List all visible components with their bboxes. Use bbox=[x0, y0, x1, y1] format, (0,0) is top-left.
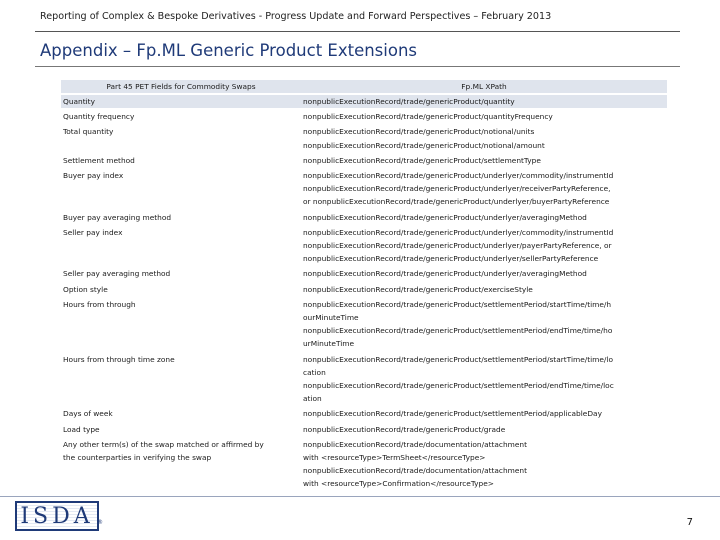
pet-field-cell: Seller pay averaging method bbox=[61, 266, 301, 281]
footer-divider bbox=[0, 496, 720, 497]
table-row bbox=[61, 282, 667, 297]
pet-field-cell: Any other term(s) of the swap matched or affirmed by the counterparties in verifying the swap bbox=[61, 437, 301, 492]
pet-field-cell: Days of week bbox=[61, 406, 301, 421]
pet-field-cell: Hours from through bbox=[61, 297, 301, 352]
xpath-cell: nonpublicExecutionRecord/trade/genericProduct/underlyer/commodity/instrumentId nonpublicExecutionRecord/trade/genericProduct/underlyer/payerPartyReference, or nonpublicExecutionRecord/trade/genericProduct/underlyer/sellerPartyReference bbox=[301, 225, 667, 267]
table-row bbox=[61, 352, 667, 407]
table-row bbox=[61, 225, 667, 267]
table-row bbox=[61, 297, 667, 352]
table-row bbox=[61, 153, 667, 168]
header-divider bbox=[35, 31, 680, 32]
pet-field-cell: Load type bbox=[61, 422, 301, 437]
isda-logo-text: ISDA bbox=[20, 503, 94, 529]
xpath-cell: nonpublicExecutionRecord/trade/genericProduct/grade bbox=[301, 422, 667, 437]
xpath-cell: nonpublicExecutionRecord/trade/genericProduct/underlyer/commodity/instrumentId nonpublicExecutionRecord/trade/genericProduct/underlyer/receiverPartyReference, or nonpublicExecutionRecord/trade/genericProduct/underlyer/buyerPartyReference bbox=[301, 168, 667, 210]
isda-logo bbox=[15, 501, 99, 531]
table-row bbox=[61, 124, 667, 152]
table-row bbox=[61, 168, 667, 210]
xpath-cell: nonpublicExecutionRecord/trade/genericProduct/notional/units nonpublicExecutionRecord/trade/genericProduct/notional/amount bbox=[301, 124, 667, 152]
table-row bbox=[61, 109, 667, 124]
registered-mark: ® bbox=[97, 519, 103, 526]
pet-field-cell: Buyer pay index bbox=[61, 168, 301, 210]
xpath-cell: nonpublicExecutionRecord/trade/documentation/attachment with <resourceType>TermSheet</resourceType> nonpublicExecutionRecord/trade/documentation/attachment with <resourceType>Confirmation</resourceType> bbox=[301, 437, 667, 492]
pet-field-cell: Total quantity bbox=[61, 124, 301, 152]
table-row bbox=[61, 266, 667, 281]
report-header: Reporting of Complex & Bespoke Derivatives - Progress Update and Forward Perspectives – February 2013 bbox=[40, 11, 552, 22]
title-divider bbox=[35, 66, 680, 67]
pet-field-cell: Settlement method bbox=[61, 153, 301, 168]
page-title: Appendix – Fp.ML Generic Product Extensions bbox=[40, 41, 418, 60]
xpath-cell: nonpublicExecutionRecord/trade/genericProduct/exerciseStyle bbox=[301, 282, 667, 297]
table-row bbox=[61, 422, 667, 437]
xpath-cell: nonpublicExecutionRecord/trade/genericProduct/quantityFrequency bbox=[301, 109, 667, 124]
pet-field-cell: Option style bbox=[61, 282, 301, 297]
pet-field-cell: Quantity bbox=[61, 94, 301, 109]
table-row bbox=[61, 437, 667, 492]
pet-field-cell: Quantity frequency bbox=[61, 109, 301, 124]
column-header-pet-fields: Part 45 PET Fields for Commodity Swaps bbox=[61, 80, 301, 94]
table-row bbox=[61, 406, 667, 421]
table-header-row bbox=[61, 80, 667, 94]
xpath-cell: nonpublicExecutionRecord/trade/genericProduct/settlementPeriod/startTime/time/h ourMinuteTime nonpublicExecutionRecord/trade/genericProduct/settlementPeriod/endTime/time/ho urMinuteTime bbox=[301, 297, 667, 352]
xpath-cell: nonpublicExecutionRecord/trade/genericProduct/settlementPeriod/applicableDay bbox=[301, 406, 667, 421]
xpath-cell: nonpublicExecutionRecord/trade/genericProduct/settlementPeriod/startTime/time/lo cation nonpublicExecutionRecord/trade/genericProduct/settlementPeriod/endTime/time/loc ation bbox=[301, 352, 667, 407]
table-row bbox=[61, 210, 667, 225]
page-number: 7 bbox=[686, 517, 693, 528]
column-header-fpml-xpath: Fp.ML XPath bbox=[301, 80, 667, 94]
xpath-cell: nonpublicExecutionRecord/trade/genericProduct/underlyer/averagingMethod bbox=[301, 210, 667, 225]
fpml-fields-table bbox=[61, 80, 667, 493]
xpath-cell: nonpublicExecutionRecord/trade/genericProduct/settlementType bbox=[301, 153, 667, 168]
table-body bbox=[61, 94, 667, 492]
xpath-cell: nonpublicExecutionRecord/trade/genericProduct/quantity bbox=[301, 94, 667, 109]
pet-field-cell: Hours from through time zone bbox=[61, 352, 301, 407]
pet-field-cell: Buyer pay averaging method bbox=[61, 210, 301, 225]
xpath-cell: nonpublicExecutionRecord/trade/genericProduct/underlyer/averagingMethod bbox=[301, 266, 667, 281]
table-row bbox=[61, 94, 667, 109]
pet-field-cell: Seller pay index bbox=[61, 225, 301, 267]
